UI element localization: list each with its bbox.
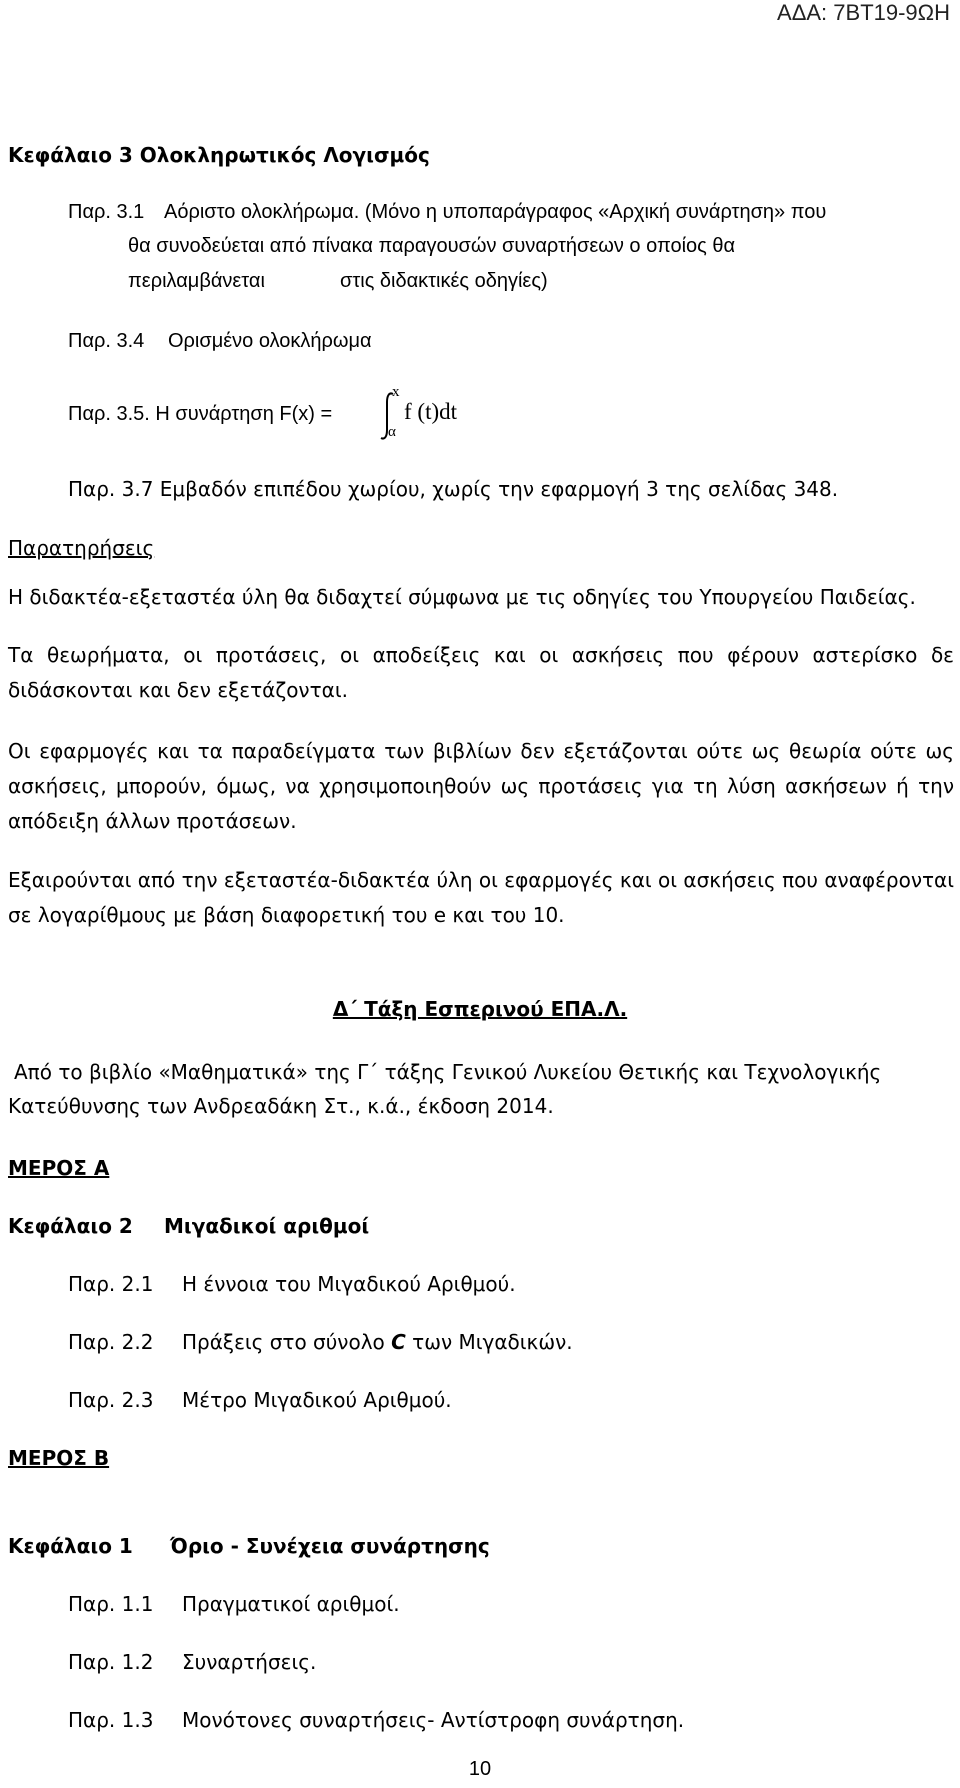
par-3-1-line-3a: περιλαμβάνεται	[128, 270, 265, 292]
par-3-1-line-1: Αόριστο ολοκλήρωμα. (Μόνο η υποπαράγραφος «Αρχική συνάρτηση» που	[164, 201, 827, 223]
par-3-1-line-2: θα συνοδεύεται από πίνακα παραγουσών συναρτήσεων ο οποίος θα	[128, 235, 736, 257]
par-2-2-text-post: των Μιγαδικών.	[405, 1330, 573, 1354]
par-2-3-text: Μέτρο Μιγαδικού Αριθμού.	[182, 1388, 452, 1412]
par-2-2-text	[182, 1330, 573, 1354]
note-4: Εξαιρούνται από την εξεταστέα-διδακτέα ύλη οι εφαρμογές και οι ασκήσεις που αναφέρονται σε λογαρίθμους με βάση διαφορετική του e και του 10.	[8, 868, 954, 927]
par-1-1-number: Παρ. 1.1	[68, 1592, 154, 1616]
book-line-1: Από το βιβλίο «Μαθηματικά» της Γ΄ τάξης Γενικού Λυκείου Θετικής και Τεχνολογικής	[14, 1060, 882, 1084]
par-3-7-text: Παρ. 3.7 Εμβαδόν επιπέδου χωρίου, χωρίς την εφαρμογή 3 της σελίδας 348.	[68, 477, 839, 501]
integral-lower-limit: α	[388, 424, 396, 440]
part-b-chapter-label: Κεφάλαιο 1	[8, 1534, 133, 1558]
par-1-3-text: Μονότονες συναρτήσεις- Αντίστροφη συνάρτηση.	[182, 1708, 685, 1732]
par-2-1-text: Η έννοια του Μιγαδικού Αριθμού.	[182, 1272, 516, 1296]
par-3-4-number: Παρ. 3.4	[68, 330, 145, 352]
part-b-chapter-title: Όριο - Συνέχεια συνάρτησης	[170, 1534, 490, 1558]
integrand: f (t)dt	[404, 399, 458, 424]
notes-title: Παρατηρήσεις	[8, 536, 155, 560]
section-d-title: Δ΄ Τάξη Εσπερινού ΕΠΑ.Λ.	[332, 997, 628, 1021]
book-line-2: Κατεύθυνσης των Ανδρεαδάκη Στ., κ.ά., έκδοση 2014.	[8, 1094, 554, 1118]
par-2-3-number: Παρ. 2.3	[68, 1388, 154, 1412]
part-b-title: ΜΕΡΟΣ Β	[8, 1446, 110, 1470]
page-number: 10	[468, 1758, 492, 1780]
part-a-title: ΜΕΡΟΣ Α	[8, 1156, 110, 1180]
par-2-1-number: Παρ. 2.1	[68, 1272, 154, 1296]
part-a-chapter-label: Κεφάλαιο 2	[8, 1214, 133, 1238]
par-3-1-number: Παρ. 3.1	[68, 201, 145, 223]
par-2-2-number: Παρ. 2.2	[68, 1330, 154, 1354]
par-3-1-line-3b: στις διδακτικές οδηγίες)	[340, 270, 548, 292]
note-2: Τα θεωρήματα, οι προτάσεις, οι αποδείξεις και οι ασκήσεις που φέρουν αστερίσκο δε διδάσκονται και δεν εξετάζονται.	[8, 643, 954, 702]
integral-upper-limit: x	[392, 384, 400, 400]
par-1-2-text: Συναρτήσεις.	[182, 1650, 317, 1674]
chapter-3-title: Κεφάλαιο 3 Ολοκληρωτικός Λογισμός	[8, 143, 430, 167]
par-3-4-text: Ορισμένο ολοκλήρωμα	[168, 330, 372, 352]
note-1: Η διδακτέα-εξεταστέα ύλη θα διδαχτεί σύμφωνα με τις οδηγίες του Υπουργείου Παιδείας.	[8, 585, 916, 609]
par-1-3-number: Παρ. 1.3	[68, 1708, 154, 1732]
ada-code: ΑΔΑ: 7ΒΤ19-9ΩΗ	[777, 0, 950, 25]
par-1-2-number: Παρ. 1.2	[68, 1650, 154, 1674]
part-a-chapter-title: Μιγαδικοί αριθμοί	[164, 1214, 370, 1238]
par-3-5-text: Παρ. 3.5. Η συνάρτηση F(x) =	[68, 403, 333, 425]
complex-set-symbol: C	[391, 1330, 406, 1354]
note-3: Οι εφαρμογές και τα παραδείγματα των βιβλίων δεν εξετάζονται ούτε ως θεωρία ούτε ως ασκήσεις, μπορούν, όμως, να χρησιμοποιηθούν ως προτάσεις για τη λύση ασκήσεων ή την απόδειξη άλλων προτάσεων.	[8, 739, 954, 833]
par-2-2-text-pre: Πράξεις στο σύνολο	[182, 1330, 392, 1354]
par-1-1-text: Πραγματικοί αριθμοί.	[182, 1592, 400, 1616]
